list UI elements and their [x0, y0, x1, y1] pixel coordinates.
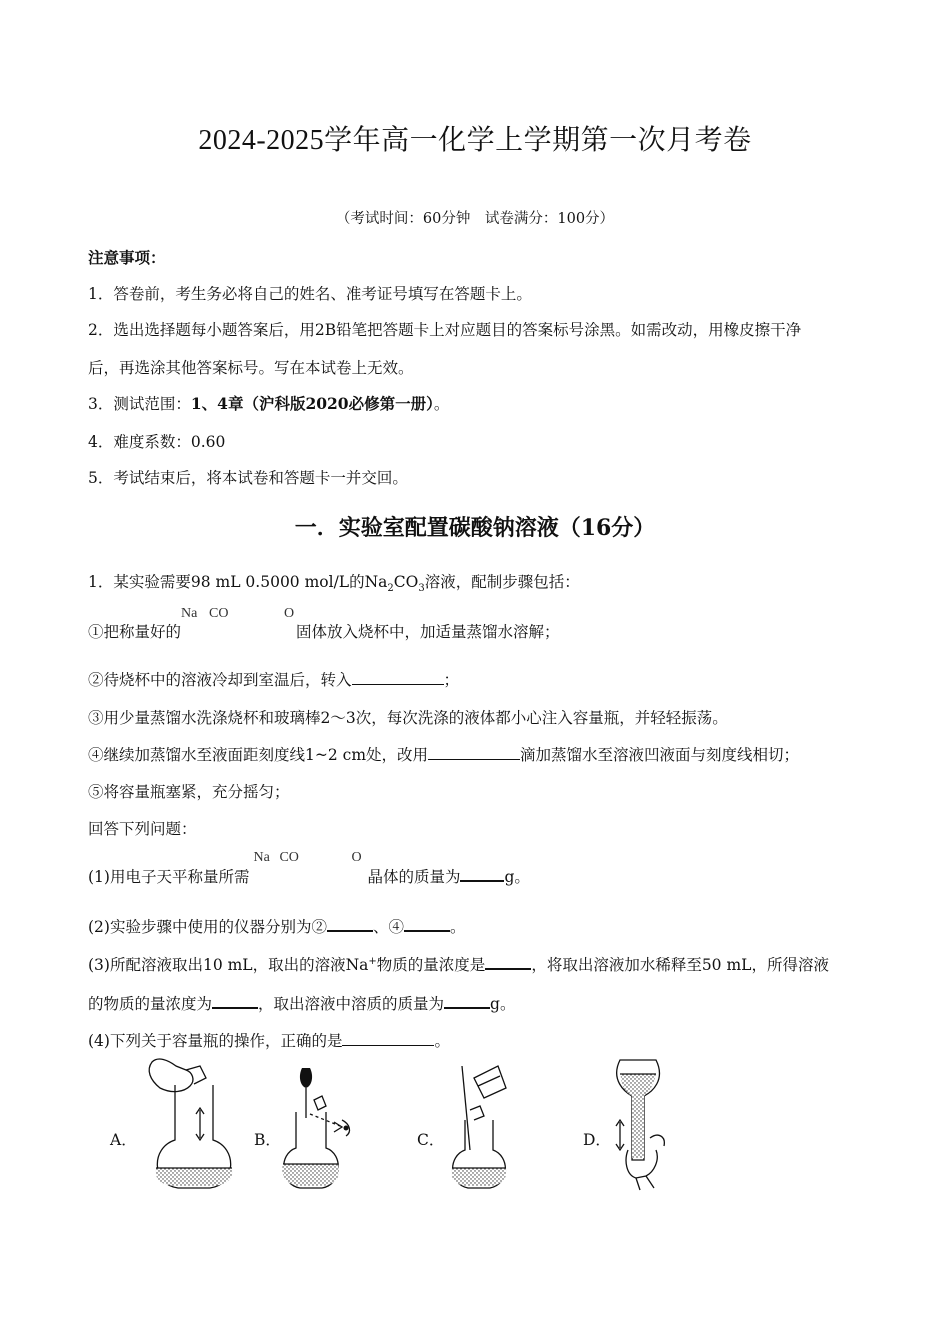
flask-d-icon: [616, 1060, 664, 1190]
notice-3-scope: 1、4章（沪科版2020必修第一册）: [190, 394, 434, 413]
notice-1: 1．答卷前，考生务必将自己的姓名、准考证号填写在答题卡上。: [88, 285, 532, 303]
q1-sub1: (1)用电子天平称量所需 Na CO O 晶体的质量为 g。: [88, 850, 530, 886]
q1-sub2: (2)实验步骤中使用的仪器分别为② 、④ 。: [88, 914, 466, 937]
q1-answer-prompt: 回答下列问题：: [88, 820, 197, 838]
q1-step3: ③用少量蒸馏水洗涤烧杯和玻璃棒2～3次，每次洗涤的液体都小心注入容量瓶，并轻轻振荡。: [88, 709, 728, 727]
notice-2-cont: 后，再选涂其他答案标号。写在本试卷上无效。: [88, 359, 414, 377]
q1-sub3: (3)所配溶液取出10 mL，取出的溶液Na+物质的量浓度是 ，将取出溶液加水稀释至50 mL，所得溶液: [88, 952, 829, 975]
formula-placeholder: Na CO O: [253, 850, 362, 865]
notice-3-label: 3．测试范围：: [88, 395, 191, 413]
q1-step2: ②待烧杯中的溶液冷却到室温后，转入 ；: [88, 668, 459, 690]
q1-step1: ①把称量好的 Na CO O 固体放入烧杯中，加适量蒸馏水溶解；: [88, 606, 560, 641]
option-c-label[interactable]: C．: [417, 1131, 445, 1149]
flask-c-icon: [452, 1066, 507, 1188]
q1-sub4: (4)下列关于容量瓶的操作，正确的是 。: [88, 1029, 450, 1051]
notice-2: 2．选出选择题每小题答案后，用2B铅笔把答题卡上对应题目的答案标号涂黑。如需改动，用橡皮擦干净: [88, 321, 802, 339]
notice-4: 4．难度系数：0.60: [88, 433, 226, 451]
notice-5: 5．考试结束后，将本试卷和答题卡一并交回。: [88, 469, 408, 487]
section-title: 一．实验室配置碳酸钠溶液（16分）: [294, 515, 656, 541]
exam-info: （考试时间：60分钟 试卷满分：100分）: [335, 211, 615, 227]
notice-heading: 注意事项：: [88, 248, 166, 267]
page-title: 2024-2025学年高一化学上学期第一次月考卷: [198, 125, 752, 156]
q1-step4: ④继续加蒸馏水至液面距刻度线1~2 cm处，改用 滴加蒸馏水至溶液凹液面与刻度线相切；: [88, 743, 799, 765]
q1-stem: 1．某实验需要98 mL 0.5000 mol/L的$Na_2CO_3$溶液，配制步骤包括：: [88, 573, 580, 595]
flask-a-icon: [149, 1059, 232, 1188]
option-b-label[interactable]: B．: [254, 1131, 281, 1149]
q1-step5: ⑤将容量瓶塞紧，充分摇匀；: [88, 783, 290, 801]
flask-b-icon: [282, 1068, 349, 1188]
notice-3-end: 。: [433, 395, 450, 413]
q1-sub3-cont: 的物质的量浓度为 ，取出溶液中溶质的质量为 g。: [88, 991, 515, 1014]
formula-placeholder: Na CO O: [181, 606, 295, 621]
option-d-label[interactable]: D．: [583, 1131, 611, 1149]
option-a-label[interactable]: A．: [110, 1131, 137, 1149]
